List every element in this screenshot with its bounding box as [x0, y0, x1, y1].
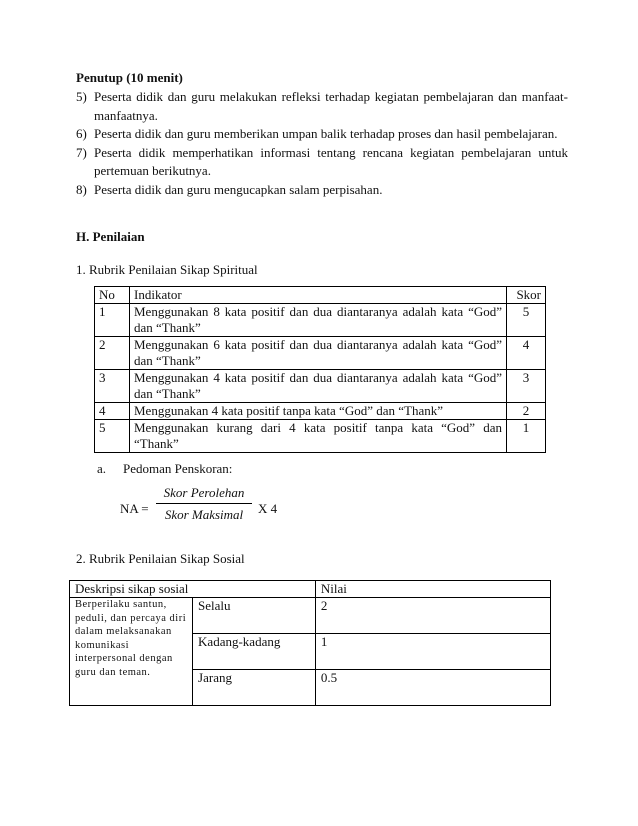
list-text: Peserta didik dan guru memberikan umpan balik terhadap proses dan hasil pembelajaran. [94, 126, 558, 141]
cell-deskripsi: Berperilaku santun, peduli, dan percaya diri dalam melaksanakan komunikasi interpersonal dengan guru dan teman. [70, 598, 193, 706]
table-row [95, 420, 546, 453]
list-number: 6) [76, 126, 87, 141]
header-deskripsi: Deskripsi sikap sosial [70, 581, 316, 598]
list-text: Peserta didik dan guru mengucapkan salam perpisahan. [94, 181, 383, 197]
list-item [76, 125, 568, 144]
header-skor: Skor [507, 287, 546, 304]
cell-indikator: Menggunakan kurang dari 4 kata positif tanpa kata “God” dan “Thank” [130, 420, 507, 453]
cell-no: 1 [95, 304, 130, 337]
list-item [76, 181, 568, 200]
table-header-row [70, 581, 551, 598]
list-item [76, 88, 568, 125]
cell-no: 3 [95, 370, 130, 403]
cell-skor: 5 [507, 304, 546, 337]
cell-nilai: 0.5 [315, 670, 550, 706]
header-nilai: Nilai [315, 581, 550, 598]
pedoman-penskoran [97, 461, 232, 477]
cell-indikator: Menggunakan 4 kata positif tanpa kata “God” dan “Thank” [130, 403, 507, 420]
pedoman-marker: a. [97, 461, 107, 476]
rubric-table-sosial [69, 580, 551, 706]
cell-frekuensi: Selalu [193, 598, 316, 634]
formula-numerator: Skor Perolehan [156, 485, 252, 504]
list-item [76, 144, 568, 181]
cell-frekuensi: Kadang-kadang [193, 634, 316, 670]
subheading-sikap-spiritual: 1. Rubrik Penilaian Sikap Spiritual [76, 262, 258, 277]
cell-frekuensi: Jarang [193, 670, 316, 706]
header-indikator: Indikator [130, 287, 507, 304]
table-header-row [95, 287, 546, 304]
section-heading-penilaian: H. Penilaian [76, 229, 145, 244]
cell-skor: 2 [507, 403, 546, 420]
cell-skor: 3 [507, 370, 546, 403]
table-row [95, 370, 546, 403]
cell-nilai: 2 [315, 598, 550, 634]
table-row [95, 403, 546, 420]
cell-indikator: Menggunakan 8 kata positif dan dua diantaranya adalah kata “God” dan “Thank” [130, 304, 507, 337]
cell-skor: 4 [507, 337, 546, 370]
rubric-table-spiritual [94, 286, 546, 453]
formula-lhs: NA = [120, 501, 149, 516]
cell-no: 5 [95, 420, 130, 453]
list-number: 7) [76, 144, 87, 160]
table-row [70, 598, 551, 634]
list-number: 8) [76, 181, 87, 197]
header-no: No [95, 287, 130, 304]
list-text: Peserta didik dan guru melakukan refleksi terhadap kegiatan pembelajaran dan manfaat-manfaatnya. [94, 89, 568, 123]
pedoman-label: Pedoman Penskoran: [123, 461, 233, 476]
subheading-sikap-sosial: 2. Rubrik Penilaian Sikap Sosial [76, 551, 245, 566]
table-row [95, 304, 546, 337]
cell-indikator: Menggunakan 4 kata positif dan dua diantaranya adalah kata “God” dan “Thank” [130, 370, 507, 403]
cell-nilai: 1 [315, 634, 550, 670]
formula-rhs: X 4 [258, 501, 278, 516]
list-number: 5) [76, 89, 87, 104]
cell-no: 4 [95, 403, 130, 420]
cell-no: 2 [95, 337, 130, 370]
formula-denominator: Skor Maksimal [164, 507, 244, 522]
penutup-title: Penutup (10 menit) [76, 70, 183, 85]
cell-indikator: Menggunakan 6 kata positif dan dua diantaranya adalah kata “God” dan “Thank” [130, 337, 507, 370]
table-row [95, 337, 546, 370]
penutup-list [76, 88, 568, 199]
cell-skor: 1 [507, 420, 546, 453]
list-text: Peserta didik memperhatikan informasi tentang rencana kegiatan pembelajaran untuk pertemuan berikutnya. [94, 144, 568, 178]
formula-fraction [156, 485, 252, 523]
